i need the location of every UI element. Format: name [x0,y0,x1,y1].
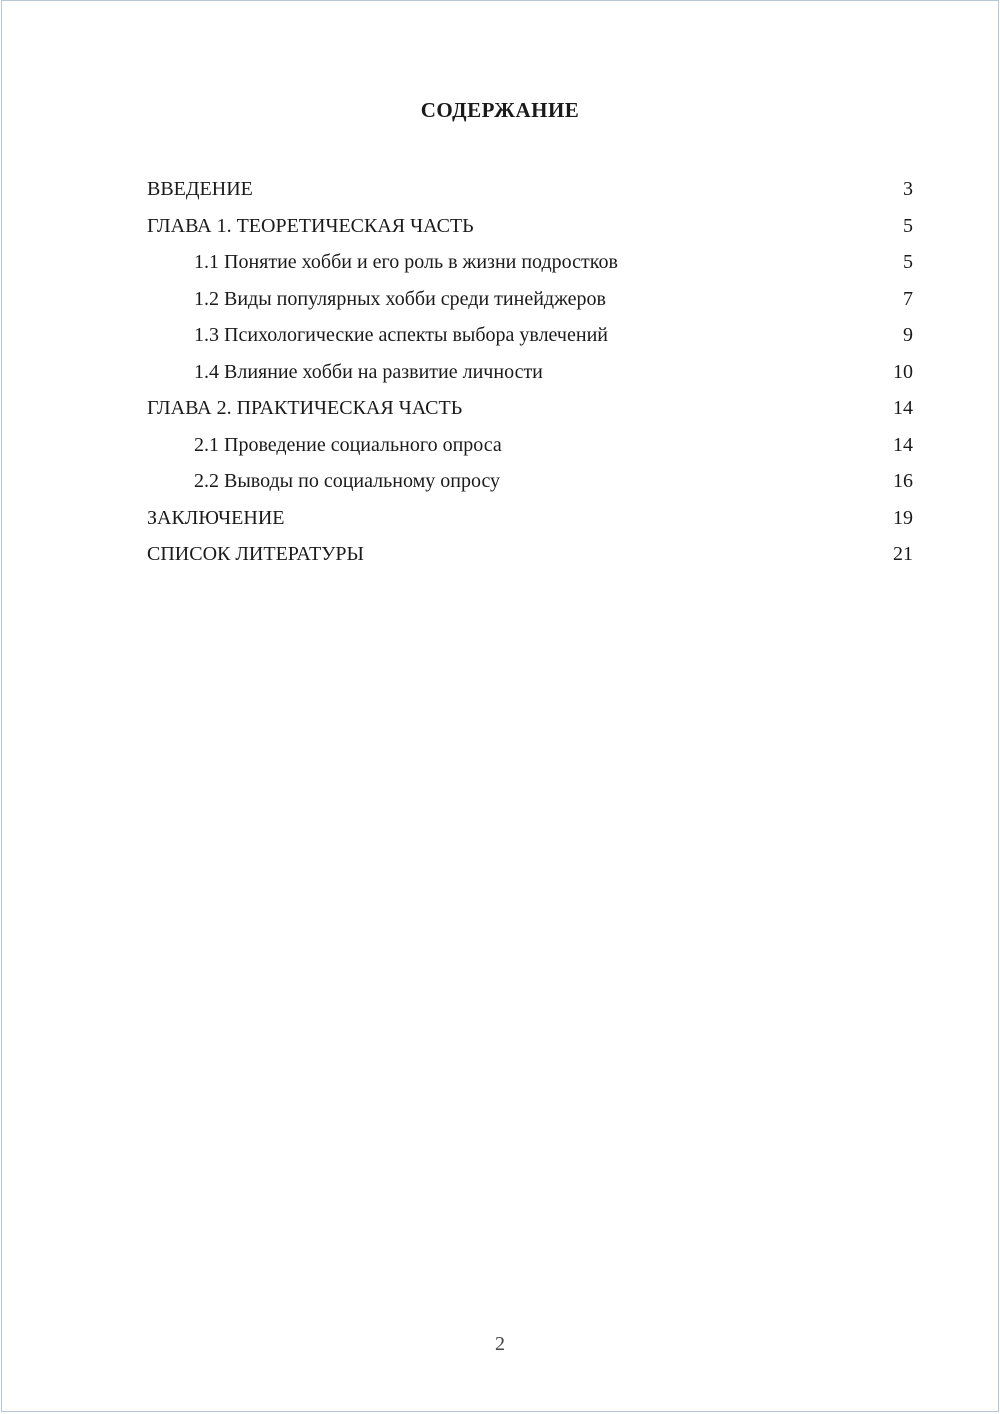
toc-entry-label: 1.4 Влияние хобби на развитие личности [194,360,543,383]
document-page [1,0,999,1412]
toc-entry-label: 1.2 Виды популярных хобби среди тинейджеров [194,287,606,310]
toc-entry-page: 16 [893,470,913,492]
table-of-contents [147,171,913,573]
toc-entry-label: ВВЕДЕНИЕ [147,178,253,200]
toc-entry [147,208,913,245]
toc-entry [147,427,913,464]
page-title: СОДЕРЖАНИЕ [420,98,580,122]
toc-entry-label: ГЛАВА 2. ПРАКТИЧЕСКАЯ ЧАСТЬ [147,397,463,419]
toc-entry-page: 9 [903,324,913,346]
footer-page-number: 2 [495,1333,505,1355]
toc-entry-label: ГЛАВА 1. ТЕОРЕТИЧЕСКАЯ ЧАСТЬ [147,214,474,237]
toc-entry-page: 3 [903,178,913,200]
toc-entry [147,463,913,500]
toc-entry [147,171,913,208]
toc-entry [147,500,913,537]
toc-entry-page: 5 [903,214,913,237]
toc-entry-label: СПИСОК ЛИТЕРАТУРЫ [147,543,364,565]
toc-entry [147,317,913,354]
toc-entry [147,244,913,281]
toc-entry-page: 14 [893,397,913,419]
toc-entry [147,281,913,318]
toc-entry-label: 1.1 Понятие хобби и его роль в жизни подростков [194,251,618,273]
toc-entry-page: 14 [893,433,913,456]
toc-entry-page: 7 [903,287,913,310]
toc-entry-page: 19 [893,506,913,529]
toc-entry-label: 2.1 Проведение социального опроса [194,433,502,456]
toc-entry [147,354,913,391]
toc-entry-label: 1.3 Психологические аспекты выбора увлечений [194,324,608,346]
toc-entry-label: ЗАКЛЮЧЕНИЕ [147,506,285,529]
toc-entry [147,536,913,573]
toc-entry-page: 5 [903,251,913,273]
toc-entry [147,390,913,427]
toc-entry-page: 10 [893,360,913,383]
toc-entry-label: 2.2 Выводы по социальному опросу [194,470,501,492]
toc-entry-page: 21 [893,543,913,565]
